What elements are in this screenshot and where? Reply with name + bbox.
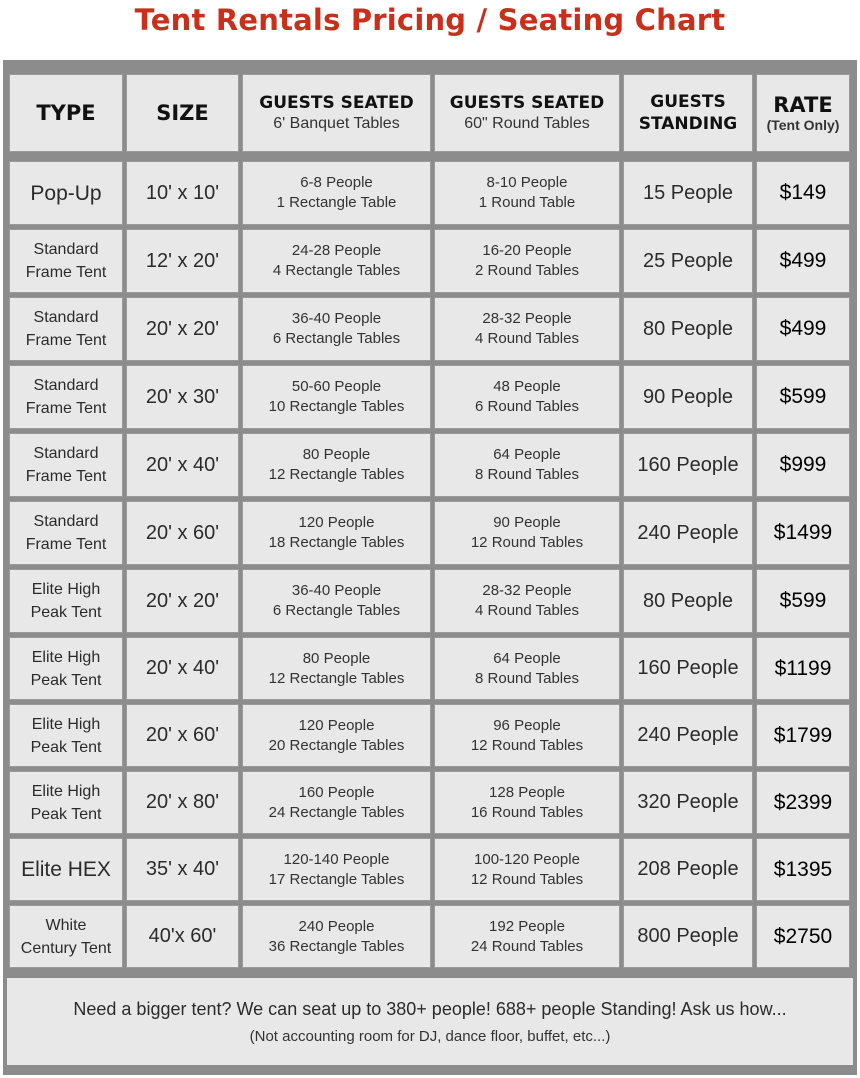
banquet-text: 80 People [302,649,371,667]
banquet-text: 1 Rectangle Table [276,194,397,211]
standing-text: 25 People [642,249,734,272]
header-banquet-sub: 6' Banquet Tables [273,115,400,132]
table-cell-banquet [242,365,431,429]
type-text: Peak Tent [30,738,102,756]
type-text: White [45,916,87,934]
header-round [434,74,620,152]
table-cell-size [126,637,239,700]
table-cell-standing [623,905,753,968]
banquet-text: 6 Rectangle Tables [272,330,401,347]
round-text: 192 People [489,917,565,935]
banquet-text: 120 People [298,716,375,734]
table-cell-standing [623,501,753,565]
banquet-text: 24-28 People [291,242,382,259]
size-text: 20' x 60' [145,724,220,746]
table-cell-round [434,569,620,633]
size-text: 20' x 20' [145,317,220,340]
rate-text: $499 [779,249,827,272]
header-type-label: TYPE [36,101,96,125]
table-cell-type [9,569,123,633]
table-cell-size [126,161,239,225]
size-text: 20' x 20' [145,589,220,612]
footer-line1: Need a bigger tent? We can seat up to 380+ people! 688+ people Standing! Ask us how... [73,998,787,1019]
round-text: 12 Round Tables [470,736,584,754]
table-cell-round [434,905,620,968]
table-cell-size [126,704,239,767]
round-text: 128 People [489,783,565,801]
banquet-text: 12 Rectangle Tables [268,466,405,483]
standing-text: 240 People [637,521,739,544]
header-round-sub: 60" Round Tables [464,115,590,132]
table-cell-rate [756,569,850,633]
banquet-text: 120 People [298,514,375,531]
header-type [9,74,123,152]
table-cell-round [434,771,620,834]
table-cell-banquet [242,704,431,767]
table-cell-type [9,365,123,429]
banquet-text: 36-40 People [291,310,382,327]
table-cell-standing [623,365,753,429]
table-cell-banquet [242,297,431,361]
table-cell-round [434,704,620,767]
footer-note [7,978,853,1065]
table-cell-standing [623,569,753,633]
standing-text: 800 People [637,925,739,947]
header-rate-title: RATE [773,93,833,117]
table-cell-type [9,905,123,968]
header-rate [756,74,850,152]
table-cell-size [126,365,239,429]
table-cell-type [9,161,123,225]
type-text: Frame Tent [25,400,107,417]
banquet-text: 36 Rectangle Tables [268,937,405,955]
type-text: Standard [33,309,99,326]
header-round-title: GUESTS SEATED [449,93,605,113]
standing-text: 80 People [642,589,734,612]
table-cell-standing [623,229,753,293]
table-cell-round [434,838,620,901]
table-cell-rate [756,838,850,901]
table-cell-size [126,905,239,968]
round-text: 8-10 People [486,174,568,191]
type-text: Pop-Up [30,181,102,205]
footer-line2: (Not accounting room for DJ, dance floor, buffet, etc...) [249,1027,611,1045]
banquet-text: 4 Rectangle Tables [272,262,401,279]
size-text: 20' x 30' [145,385,220,408]
banquet-text: 20 Rectangle Tables [268,736,405,754]
type-text: Frame Tent [25,536,107,553]
table-cell-standing [623,771,753,834]
banquet-text: 17 Rectangle Tables [268,870,405,888]
type-text: Peak Tent [30,604,102,621]
table-cell-round [434,433,620,497]
size-text: 10' x 10' [145,181,220,204]
header-standing-line1: GUESTS [650,92,726,112]
type-text: Frame Tent [25,332,107,349]
type-text: Century Tent [20,939,112,957]
banquet-text: 36-40 People [291,582,382,599]
type-text: Peak Tent [30,671,102,689]
rate-text: $1499 [773,521,833,544]
round-text: 1 Round Table [478,194,576,211]
table-cell-banquet [242,637,431,700]
rate-text: $599 [779,385,827,408]
type-text: Standard [33,513,99,530]
table-cell-round [434,365,620,429]
round-text: 24 Round Tables [470,937,584,955]
banquet-text: 120-140 People [283,850,390,868]
round-text: 64 People [493,649,561,667]
banquet-text: 10 Rectangle Tables [268,398,405,415]
table-cell-rate [756,229,850,293]
type-text: Standard [33,241,99,258]
round-text: 48 People [493,378,561,395]
round-text: 64 People [493,446,561,463]
type-text: Elite High [31,715,101,733]
banquet-text: 24 Rectangle Tables [268,803,405,821]
table-cell-size [126,771,239,834]
banquet-text: 50-60 People [291,378,382,395]
round-text: 16 Round Tables [470,803,584,821]
standing-text: 208 People [637,858,739,880]
table-cell-rate [756,161,850,225]
table-cell-banquet [242,838,431,901]
table-cell-rate [756,501,850,565]
page-title: Tent Rentals Pricing / Seating Chart [134,3,726,37]
header-banquet-title: GUESTS SEATED [259,93,414,113]
round-text: 16-20 People [482,242,572,259]
table-cell-rate [756,637,850,700]
table-cell-banquet [242,433,431,497]
rate-text: $1199 [774,656,832,680]
round-text: 4 Round Tables [475,602,579,619]
banquet-text: 160 People [298,783,375,801]
header-standing-line2: STANDING [638,114,738,134]
round-text: 6 Round Tables [475,398,579,415]
table-cell-banquet [242,905,431,968]
round-text: 96 People [493,716,561,734]
table-cell-size [126,501,239,565]
type-text: Peak Tent [30,805,102,823]
banquet-text: 6-8 People [300,174,373,191]
banquet-text: 18 Rectangle Tables [268,534,405,551]
table-cell-round [434,161,620,225]
rate-text: $599 [779,589,827,612]
size-text: 20' x 60' [145,521,220,544]
table-cell-banquet [242,501,431,565]
table-cell-banquet [242,771,431,834]
header-size-label: SIZE [156,101,209,125]
table-cell-type [9,433,123,497]
table-cell-type [9,501,123,565]
rate-text: $149 [779,181,827,204]
round-text: 12 Round Tables [470,534,584,551]
type-text: Elite High [31,782,101,800]
table-cell-size [126,433,239,497]
standing-text: 160 People [637,657,739,679]
table-cell-rate [756,905,850,968]
round-text: 100-120 People [474,850,580,868]
table-cell-banquet [242,569,431,633]
table-cell-banquet [242,161,431,225]
round-text: 4 Round Tables [475,330,579,347]
table-cell-rate [756,433,850,497]
table-cell-rate [756,771,850,834]
table-cell-type [9,771,123,834]
table-cell-standing [623,297,753,361]
banquet-text: 6 Rectangle Tables [272,602,401,619]
rate-text: $499 [779,317,827,340]
table-cell-rate [756,297,850,361]
header-rate-sub: (Tent Only) [766,117,840,133]
size-text: 40'x 60' [148,925,217,947]
round-text: 28-32 People [482,310,572,327]
table-cell-round [434,501,620,565]
table-cell-size [126,569,239,633]
size-text: 20' x 80' [145,791,220,813]
rate-text: $2399 [773,790,833,814]
rate-text: $1395 [773,857,833,881]
table-cell-banquet [242,229,431,293]
type-text: Elite HEX [21,858,111,881]
header-banquet [242,74,431,152]
rate-text: $999 [779,453,827,476]
table-cell-round [434,297,620,361]
table-cell-standing [623,161,753,225]
rate-text: $1799 [773,723,833,747]
type-text: Standard [33,445,99,462]
table-cell-type [9,838,123,901]
table-cell-rate [756,365,850,429]
standing-text: 320 People [637,791,739,813]
standing-text: 160 People [637,453,739,476]
banquet-text: 12 Rectangle Tables [268,669,405,687]
banquet-text: 240 People [298,917,375,935]
table-cell-type [9,297,123,361]
standing-text: 80 People [642,317,734,340]
round-text: 2 Round Tables [475,262,579,279]
size-text: 12' x 20' [145,249,220,272]
size-text: 20' x 40' [145,657,220,679]
header-standing [623,74,753,152]
rate-text: $2750 [773,924,833,948]
type-text: Frame Tent [25,264,107,281]
type-text: Elite High [31,581,101,598]
table-cell-round [434,637,620,700]
table-cell-standing [623,637,753,700]
round-text: 28-32 People [482,582,572,599]
table-cell-size [126,229,239,293]
standing-text: 90 People [642,385,734,408]
table-cell-rate [756,704,850,767]
round-text: 8 Round Tables [475,669,579,687]
table-cell-type [9,637,123,700]
standing-text: 15 People [642,181,734,204]
header-size [126,74,239,152]
standing-text: 240 People [637,724,739,746]
banquet-text: 80 People [302,446,371,463]
table-cell-round [434,229,620,293]
table-cell-type [9,229,123,293]
table-cell-standing [623,433,753,497]
table-cell-size [126,297,239,361]
type-text: Standard [33,377,99,394]
table-cell-type [9,704,123,767]
table-cell-standing [623,838,753,901]
round-text: 12 Round Tables [470,870,584,888]
round-text: 90 People [493,514,561,531]
type-text: Elite High [31,648,101,666]
size-text: 35' x 40' [145,858,220,880]
table-cell-standing [623,704,753,767]
round-text: 8 Round Tables [475,466,579,483]
type-text: Frame Tent [25,468,107,485]
size-text: 20' x 40' [145,453,220,476]
table-cell-size [126,838,239,901]
